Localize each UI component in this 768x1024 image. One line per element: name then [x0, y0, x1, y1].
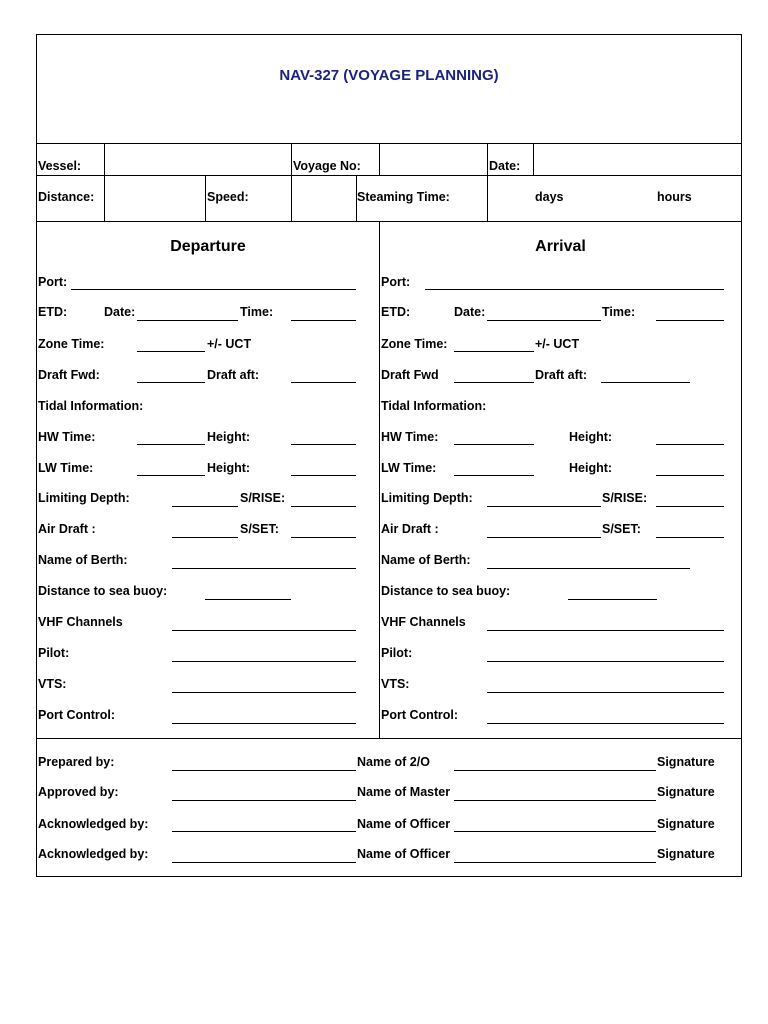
signoff-name-label: Name of Officer — [357, 847, 451, 861]
dep-vts-label: VTS: — [38, 677, 67, 691]
grid-line — [291, 143, 292, 221]
arr-air-draft-label: Air Draft : — [381, 522, 439, 536]
dep-s-set-field[interactable] — [291, 537, 356, 538]
arr-port-label: Port: — [381, 275, 411, 289]
arr-time-label: Time: — [602, 305, 636, 319]
dep-draft-fwd-field[interactable] — [137, 382, 205, 383]
grid-line — [205, 175, 206, 221]
arr-limiting-depth-field[interactable] — [487, 506, 601, 507]
arr-pilot-label: Pilot: — [381, 646, 413, 660]
dep-s-set-label: S/SET: — [240, 522, 279, 536]
hours-label: hours — [657, 190, 692, 204]
arr-port-control-field[interactable] — [487, 723, 724, 724]
grid-line — [487, 143, 488, 221]
dep-uct-label: +/- UCT — [207, 337, 252, 351]
dep-tidal-label: Tidal Information: — [38, 399, 144, 413]
prepared-by-field[interactable] — [172, 770, 356, 771]
arr-s-set-label: S/SET: — [602, 522, 641, 536]
acknowledged-by-field[interactable] — [172, 862, 356, 863]
signoff-role: Approved by: — [38, 785, 119, 799]
signoff-role: Acknowledged by: — [38, 817, 149, 831]
signature-label: Signature — [657, 785, 715, 799]
dep-hw-height-label: Height: — [207, 430, 251, 444]
arr-sea-buoy-label: Distance to sea buoy: — [381, 584, 511, 598]
arr-draft-aft-label: Draft aft: — [535, 368, 588, 382]
arr-draft-aft-field[interactable] — [601, 382, 690, 383]
dep-limiting-depth-label: Limiting Depth: — [38, 491, 130, 505]
arr-etd-label: ETD: — [381, 305, 411, 319]
arr-vts-label: VTS: — [381, 677, 410, 691]
grid-line — [104, 143, 105, 221]
dep-date-label: Date: — [104, 305, 136, 319]
dep-lw-time-field[interactable] — [137, 475, 205, 476]
arr-lw-height-label: Height: — [569, 461, 613, 475]
dep-etd-label: ETD: — [38, 305, 68, 319]
arr-draft-fwd-label: Draft Fwd — [381, 368, 439, 382]
signature-label: Signature — [657, 755, 715, 769]
signoff-role: Prepared by: — [38, 755, 115, 769]
name-officer-field[interactable] — [454, 831, 656, 832]
arr-hw-height-field[interactable] — [656, 444, 724, 445]
name-master-field[interactable] — [454, 800, 656, 801]
arr-lw-time-field[interactable] — [454, 475, 534, 476]
dep-draft-fwd-label: Draft Fwd: — [38, 368, 100, 382]
arr-hw-time-field[interactable] — [454, 444, 534, 445]
arr-zone-time-label: Zone Time: — [381, 337, 448, 351]
signature-label: Signature — [657, 847, 715, 861]
arr-berth-field[interactable] — [487, 568, 690, 569]
dep-time-field[interactable] — [291, 320, 356, 321]
header-row-divider — [37, 175, 742, 176]
dep-draft-aft-field[interactable] — [291, 382, 356, 383]
signoff-role: Acknowledged by: — [38, 847, 149, 861]
dep-vts-field[interactable] — [172, 692, 356, 693]
dep-sea-buoy-label: Distance to sea buoy: — [38, 584, 168, 598]
arr-vhf-label: VHF Channels — [381, 615, 466, 629]
dep-berth-label: Name of Berth: — [38, 553, 128, 567]
dep-lw-height-field[interactable] — [291, 475, 356, 476]
dep-port-label: Port: — [38, 275, 68, 289]
dep-port-control-field[interactable] — [172, 723, 356, 724]
dep-lw-time-label: LW Time: — [38, 461, 94, 475]
signoff-divider — [37, 738, 742, 739]
voyage-planning-form — [36, 34, 742, 877]
arr-port-control-label: Port Control: — [381, 708, 459, 722]
arr-date-label: Date: — [454, 305, 486, 319]
dep-arr-divider — [379, 221, 380, 738]
arrival-heading: Arrival — [535, 238, 586, 255]
dep-draft-aft-label: Draft aft: — [207, 368, 260, 382]
grid-line — [533, 143, 534, 175]
distance-label: Distance: — [38, 190, 95, 204]
arr-time-field[interactable] — [656, 320, 724, 321]
speed-label: Speed: — [207, 190, 249, 204]
arr-s-rise-field[interactable] — [656, 506, 724, 507]
dep-port-control-label: Port Control: — [38, 708, 116, 722]
arr-sea-buoy-field[interactable] — [568, 599, 657, 600]
arr-port-field[interactable] — [425, 289, 724, 290]
arr-vts-field[interactable] — [487, 692, 724, 693]
arr-hw-height-label: Height: — [569, 430, 613, 444]
dep-date-field[interactable] — [137, 320, 238, 321]
dep-hw-height-field[interactable] — [291, 444, 356, 445]
arr-hw-time-label: HW Time: — [381, 430, 439, 444]
dep-hw-time-field[interactable] — [137, 444, 205, 445]
arr-s-set-field[interactable] — [656, 537, 724, 538]
name-2o-field[interactable] — [454, 770, 656, 771]
dep-s-rise-field[interactable] — [291, 506, 356, 507]
date-label: Date: — [489, 159, 521, 173]
header-divider — [37, 143, 742, 144]
dep-pilot-label: Pilot: — [38, 646, 70, 660]
arr-zone-time-field[interactable] — [454, 351, 534, 352]
grid-line — [379, 143, 380, 175]
dep-time-label: Time: — [240, 305, 274, 319]
arr-tidal-label: Tidal Information: — [381, 399, 487, 413]
approved-by-field[interactable] — [172, 800, 356, 801]
section-divider — [37, 221, 742, 222]
dep-berth-field[interactable] — [172, 568, 356, 569]
arr-vhf-field[interactable] — [487, 630, 724, 631]
signoff-name-label: Name of Officer — [357, 817, 451, 831]
arr-berth-label: Name of Berth: — [381, 553, 471, 567]
arr-uct-label: +/- UCT — [535, 337, 580, 351]
steaming-time-label: Steaming Time: — [357, 190, 450, 204]
vessel-label: Vessel: — [38, 159, 82, 173]
name-officer-field[interactable] — [454, 862, 656, 863]
form-title: NAV-327 (VOYAGE PLANNING) — [279, 67, 499, 84]
dep-pilot-field[interactable] — [172, 661, 356, 662]
signoff-name-label: Name of 2/O — [357, 755, 430, 769]
arr-s-rise-label: S/RISE: — [602, 491, 648, 505]
dep-air-draft-label: Air Draft : — [38, 522, 96, 536]
dep-zone-time-label: Zone Time: — [38, 337, 105, 351]
signature-label: Signature — [657, 817, 715, 831]
dep-limiting-depth-field[interactable] — [172, 506, 238, 507]
dep-vhf-field[interactable] — [172, 630, 356, 631]
dep-vhf-label: VHF Channels — [38, 615, 123, 629]
arr-pilot-field[interactable] — [487, 661, 724, 662]
dep-s-rise-label: S/RISE: — [240, 491, 286, 505]
dep-zone-time-field[interactable] — [137, 351, 205, 352]
departure-heading: Departure — [170, 238, 246, 255]
days-label: days — [535, 190, 564, 204]
arr-air-draft-field[interactable] — [487, 537, 601, 538]
arr-lw-height-field[interactable] — [656, 475, 724, 476]
arr-lw-time-label: LW Time: — [381, 461, 437, 475]
signoff-name-label: Name of Master — [357, 785, 451, 799]
arr-draft-fwd-field[interactable] — [454, 382, 534, 383]
arr-limiting-depth-label: Limiting Depth: — [381, 491, 473, 505]
dep-lw-height-label: Height: — [207, 461, 251, 475]
voyage-no-label: Voyage No: — [293, 159, 361, 173]
dep-air-draft-field[interactable] — [172, 537, 238, 538]
arr-date-field[interactable] — [487, 320, 601, 321]
dep-hw-time-label: HW Time: — [38, 430, 96, 444]
dep-sea-buoy-field[interactable] — [205, 599, 291, 600]
acknowledged-by-field[interactable] — [172, 831, 356, 832]
dep-port-field[interactable] — [71, 289, 356, 290]
